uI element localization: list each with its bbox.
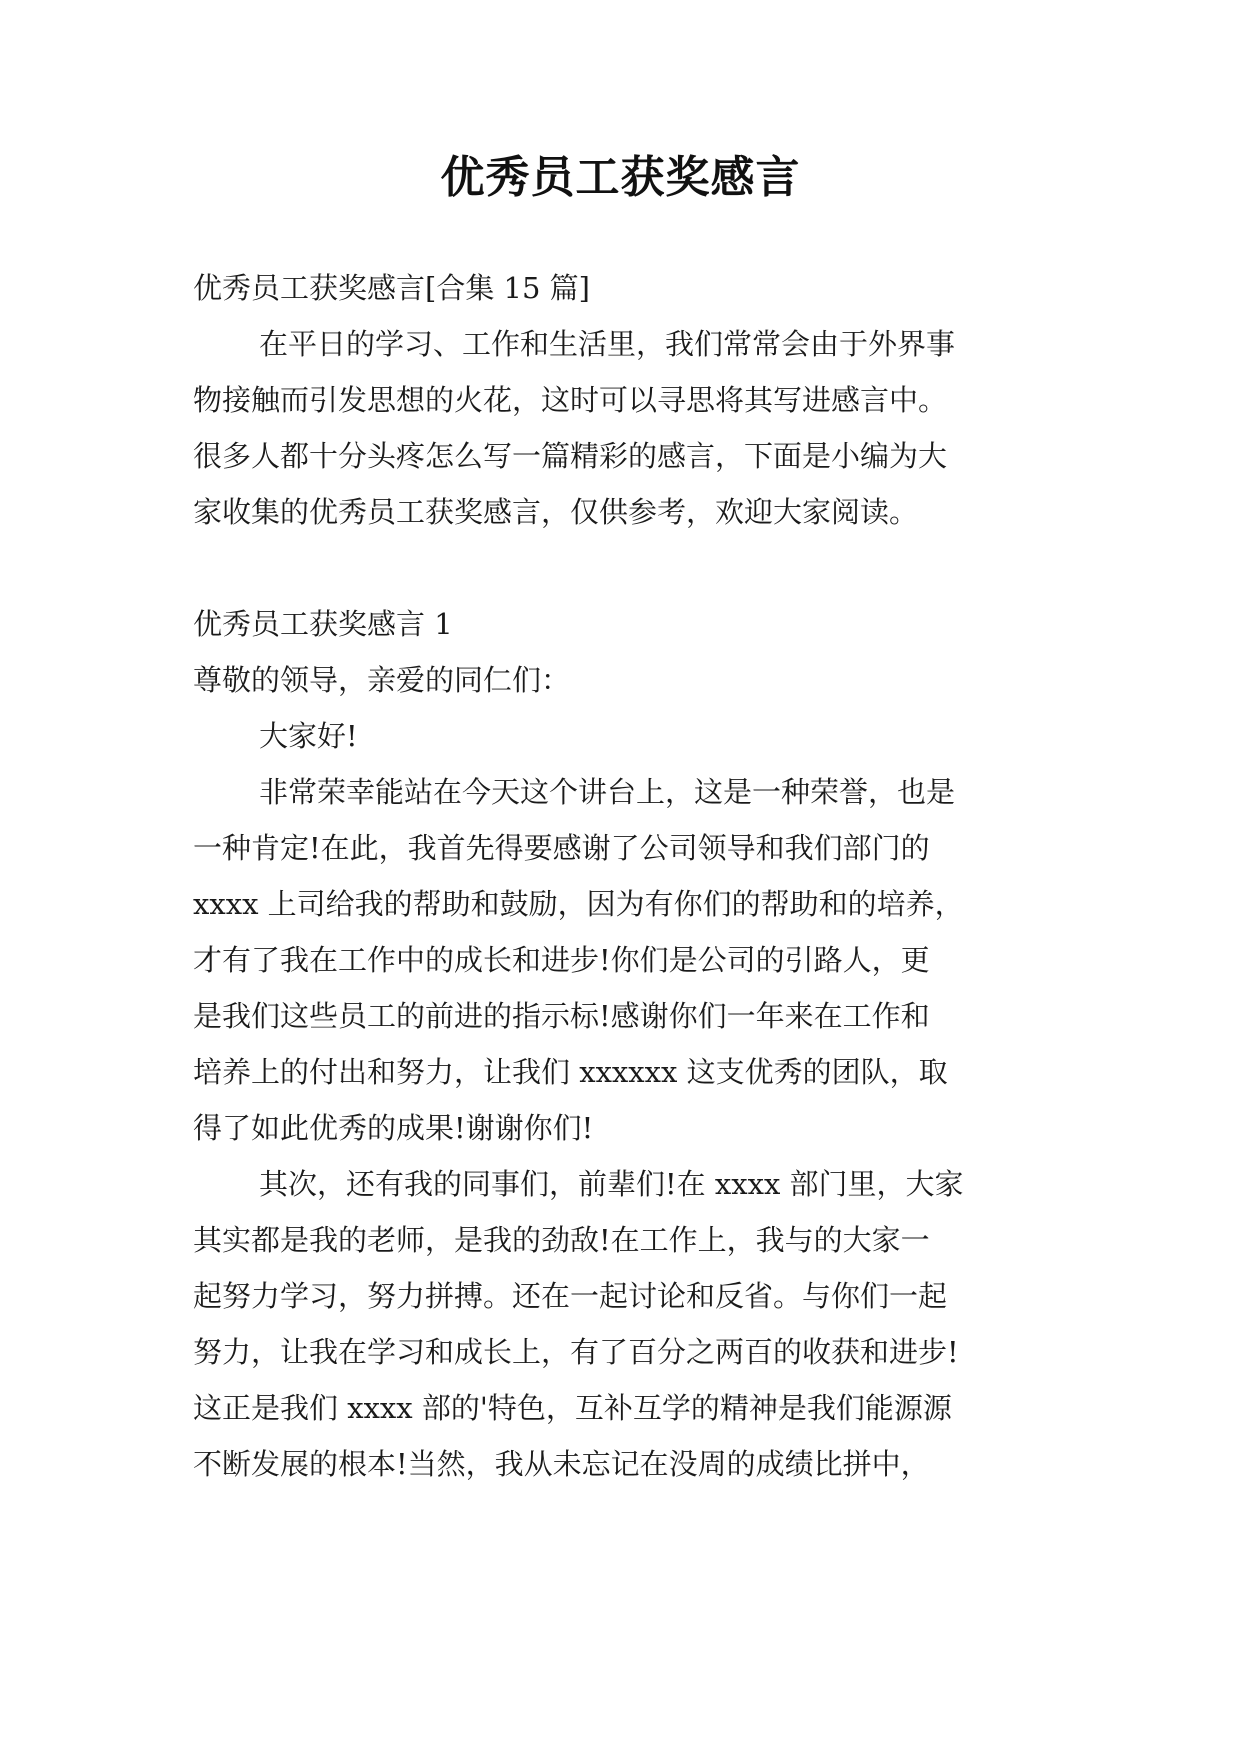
paragraph-line: 这正是我们 xxxx 部的'特色，互补互学的精神是我们能源源	[193, 1391, 952, 1425]
paragraph-line: 一种肯定!在此，我首先得要感谢了公司领导和我们部门的	[193, 831, 930, 865]
paragraph-line: 培养上的付出和努力，让我们 xxxxxx 这支优秀的团队，取	[193, 1055, 948, 1089]
paragraph-line: 不断发展的根本!当然，我从未忘记在没周的成绩比拼中，	[193, 1447, 930, 1481]
section-spacer	[193, 540, 1063, 596]
intro-line: 很多人都十分头疼怎么写一篇精彩的感言，下面是小编为大	[193, 439, 948, 473]
paragraph-line: 得了如此优秀的成果!谢谢你们!	[193, 1111, 594, 1145]
paragraph-line: 其次，还有我的同事们，前辈们!在 xxxx 部门里，大家	[259, 1167, 964, 1201]
document-title: 优秀员工获奖感言	[440, 152, 801, 203]
paragraph-line: xxxx 上司给我的帮助和鼓励，因为有你们的帮助和的培养，	[193, 887, 964, 921]
greeting: 大家好!	[259, 719, 358, 753]
salutation: 尊敬的领导，亲爱的同仁们：	[193, 663, 571, 697]
section-heading: 优秀员工获奖感言 1	[193, 607, 453, 641]
paragraph-line: 努力，让我在学习和成长上，有了百分之两百的收获和进步!	[193, 1335, 959, 1369]
intro-line: 家收集的优秀员工获奖感言，仅供参考，欢迎大家阅读。	[193, 495, 919, 529]
paragraph-line: 非常荣幸能站在今天这个讲台上，这是一种荣誉，也是	[259, 775, 956, 809]
paragraph-line: 才有了我在工作中的成长和进步!你们是公司的引路人，更	[193, 943, 930, 977]
paragraph-line: 是我们这些员工的前进的指示标!感谢你们一年来在工作和	[193, 999, 930, 1033]
paragraph-line: 其实都是我的老师，是我的劲敌!在工作上，我与的大家一	[193, 1223, 930, 1257]
paragraph-line: 起努力学习，努力拼搏。还在一起讨论和反省。与你们一起	[193, 1279, 948, 1313]
intro-line: 物接触而引发思想的火花，这时可以寻思将其写进感言中。	[193, 383, 948, 417]
document-body	[193, 260, 1063, 1492]
collection-subtitle: 优秀员工获奖感言[合集 15 篇]	[193, 271, 590, 305]
intro-line: 在平日的学习、工作和生活里，我们常常会由于外界事	[259, 327, 956, 361]
